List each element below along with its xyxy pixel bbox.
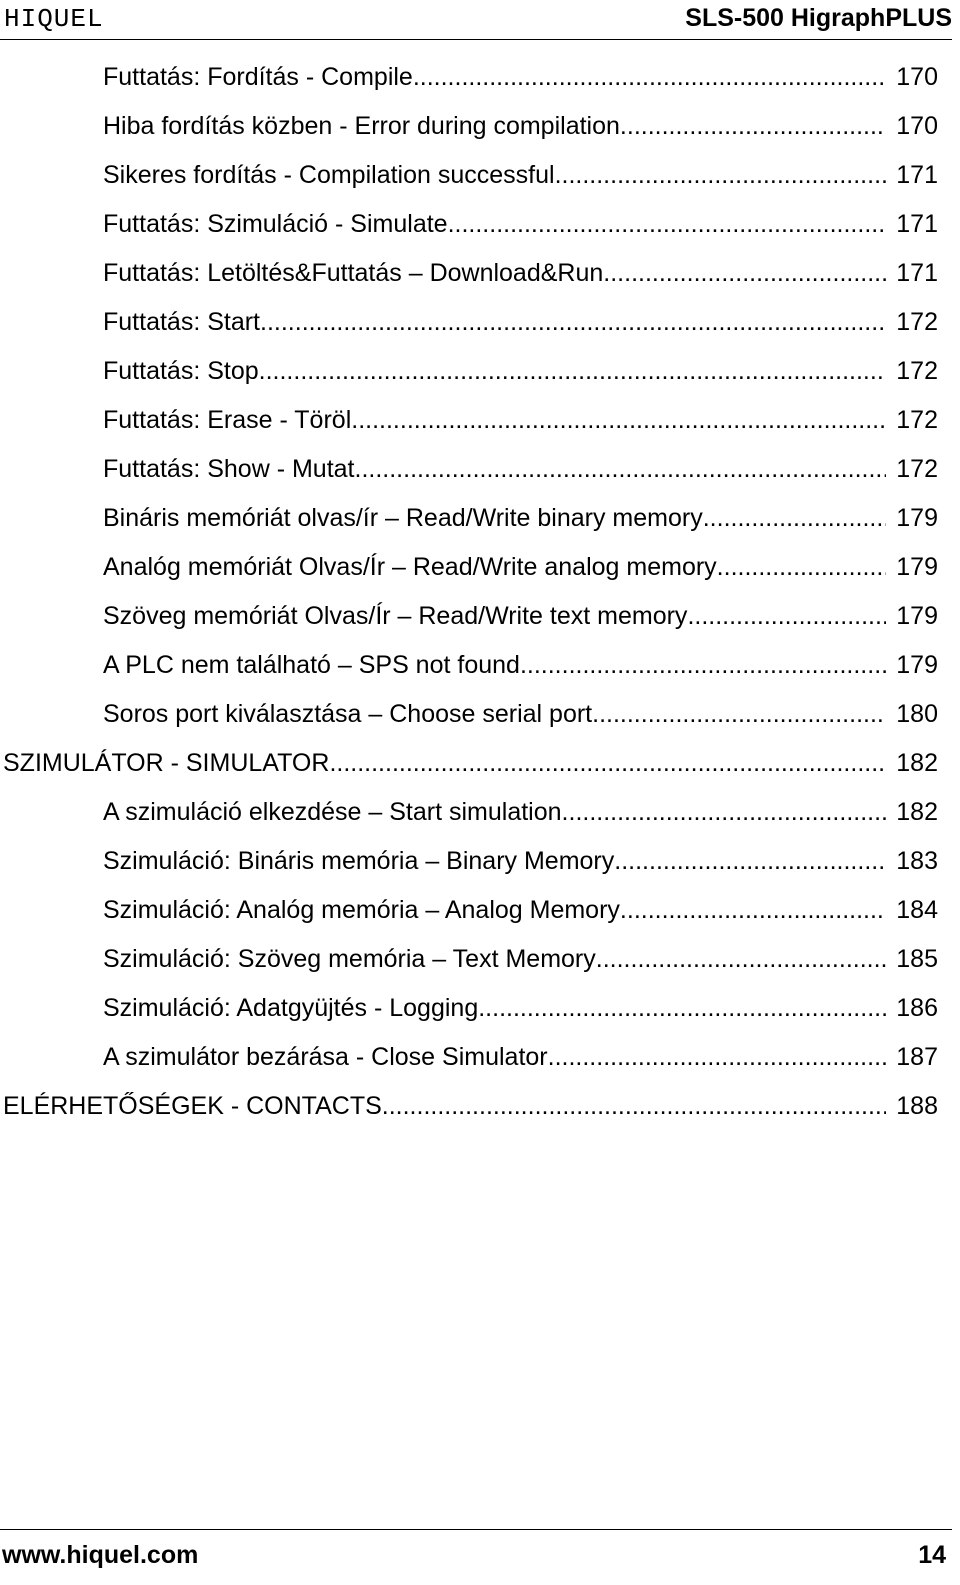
- toc-entry-title: Futtatás: Letöltés&Futtatás – Download&Run: [103, 259, 604, 287]
- toc-entry-title: Szimuláció: Adatgyüjtés - Logging: [103, 994, 479, 1022]
- toc-dot-leader: [596, 935, 886, 984]
- toc-entry[interactable]: [0, 396, 938, 445]
- toc-entry-page: 188: [896, 1092, 938, 1120]
- toc-entry[interactable]: [0, 347, 938, 396]
- toc-entry-title: Bináris memóriát olvas/ír – Read/Write binary memory: [103, 504, 703, 532]
- toc-dot-leader: [548, 1033, 886, 1082]
- toc-entry-title: Hiba fordítás közben - Error during compilation: [103, 112, 620, 140]
- toc-entry-page: 172: [896, 357, 938, 385]
- toc-dot-leader: [413, 53, 886, 102]
- toc-entry-page: 179: [896, 504, 938, 532]
- toc-dot-leader: [620, 886, 886, 935]
- toc-entry[interactable]: [0, 53, 938, 102]
- toc-entry-title: Futtatás: Fordítás - Compile: [103, 63, 413, 91]
- footer-divider: [0, 1529, 952, 1530]
- toc-dot-leader: [382, 1082, 886, 1131]
- toc-entry-page: 186: [896, 994, 938, 1022]
- toc-entry-page: 182: [896, 749, 938, 777]
- toc-dot-leader: [562, 788, 886, 837]
- toc-entry-title: Sikeres fordítás - Compilation successful: [103, 161, 555, 189]
- toc-dot-leader: [620, 102, 886, 151]
- toc-entry[interactable]: [0, 200, 938, 249]
- toc-dot-leader: [478, 984, 886, 1033]
- toc-entry[interactable]: [0, 298, 938, 347]
- toc-entry-title: Analóg memóriát Olvas/Ír – Read/Write analog memory: [103, 553, 717, 581]
- toc-entry-title: Szimuláció: Bináris memória – Binary Memory: [103, 847, 615, 875]
- toc-dot-leader: [259, 347, 886, 396]
- toc-dot-leader: [614, 837, 886, 886]
- toc-entry[interactable]: [0, 886, 938, 935]
- toc-entry-page: 187: [896, 1043, 938, 1071]
- toc-entry-page: 184: [896, 896, 938, 924]
- toc-entry[interactable]: [0, 1033, 938, 1082]
- brand-name: HIQUEL: [4, 4, 104, 34]
- toc-entry-page: 170: [896, 63, 938, 91]
- toc-dot-leader: [329, 739, 886, 788]
- header-divider: [0, 39, 952, 40]
- toc-dot-leader: [687, 592, 886, 641]
- toc-entry-page: 171: [896, 161, 938, 189]
- toc-entry[interactable]: [0, 641, 938, 690]
- toc-entry-page: 171: [896, 259, 938, 287]
- toc-entry-page: 182: [896, 798, 938, 826]
- toc-entry[interactable]: [0, 935, 938, 984]
- footer-page-number: 14: [918, 1541, 946, 1569]
- toc-entry[interactable]: [0, 592, 938, 641]
- toc-dot-leader: [260, 298, 886, 347]
- toc-entry-title: Futtatás: Szimuláció - Simulate: [103, 210, 448, 238]
- toc-entry-title: SZIMULÁTOR - SIMULATOR: [3, 749, 330, 777]
- toc-entry-page: 185: [896, 945, 938, 973]
- toc-entry-title: Futtatás: Show - Mutat: [103, 455, 355, 483]
- toc-entry-page: 171: [896, 210, 938, 238]
- toc-entry-title: ELÉRHETŐSÉGEK - CONTACTS: [3, 1092, 382, 1120]
- toc-entry-title: Szimuláció: Szöveg memória – Text Memory: [103, 945, 596, 973]
- table-of-contents: [0, 53, 938, 1131]
- toc-entry-page: 180: [896, 700, 938, 728]
- toc-entry-title: A szimulátor bezárása - Close Simulator: [103, 1043, 548, 1071]
- toc-entry-title: Szimuláció: Analóg memória – Analog Memory: [103, 896, 620, 924]
- toc-entry-title: A szimuláció elkezdése – Start simulation: [103, 798, 562, 826]
- toc-entry-page: 179: [896, 553, 938, 581]
- toc-entry-page: 172: [896, 455, 938, 483]
- toc-dot-leader: [703, 494, 886, 543]
- toc-dot-leader: [355, 445, 887, 494]
- toc-entry-page: 183: [896, 847, 938, 875]
- toc-dot-leader: [448, 200, 886, 249]
- toc-entry[interactable]: [0, 543, 938, 592]
- toc-dot-leader: [555, 151, 886, 200]
- toc-entry[interactable]: [0, 151, 938, 200]
- footer-url: www.hiquel.com: [2, 1541, 199, 1569]
- product-name: SLS-500 HigraphPLUS: [685, 4, 952, 32]
- toc-dot-leader: [603, 249, 886, 298]
- toc-entry[interactable]: [0, 1082, 938, 1131]
- toc-dot-leader: [351, 396, 886, 445]
- toc-entry-page: 172: [896, 308, 938, 336]
- toc-entry-title: Szöveg memóriát Olvas/Ír – Read/Write text memory: [103, 602, 688, 630]
- toc-entry-title: A PLC nem található – SPS not found: [103, 651, 520, 679]
- toc-entry[interactable]: [0, 984, 938, 1033]
- toc-entry[interactable]: [0, 102, 938, 151]
- toc-entry-page: 170: [896, 112, 938, 140]
- toc-entry-title: Futtatás: Erase - Töröl: [103, 406, 352, 434]
- toc-entry-title: Soros port kiválasztása – Choose serial port: [103, 700, 593, 728]
- toc-entry-page: 179: [896, 602, 938, 630]
- toc-dot-leader: [592, 690, 886, 739]
- toc-entry-page: 172: [896, 406, 938, 434]
- toc-entry-title: Futtatás: Stop: [103, 357, 259, 385]
- toc-entry[interactable]: [0, 837, 938, 886]
- toc-dot-leader: [717, 543, 886, 592]
- page-header: [0, 0, 960, 40]
- toc-entry[interactable]: [0, 249, 938, 298]
- toc-entry[interactable]: [0, 494, 938, 543]
- toc-entry-page: 179: [896, 651, 938, 679]
- toc-entry[interactable]: [0, 690, 938, 739]
- toc-entry-title: Futtatás: Start: [103, 308, 261, 336]
- toc-entry[interactable]: [0, 739, 938, 788]
- toc-entry[interactable]: [0, 445, 938, 494]
- toc-entry[interactable]: [0, 788, 938, 837]
- toc-dot-leader: [520, 641, 886, 690]
